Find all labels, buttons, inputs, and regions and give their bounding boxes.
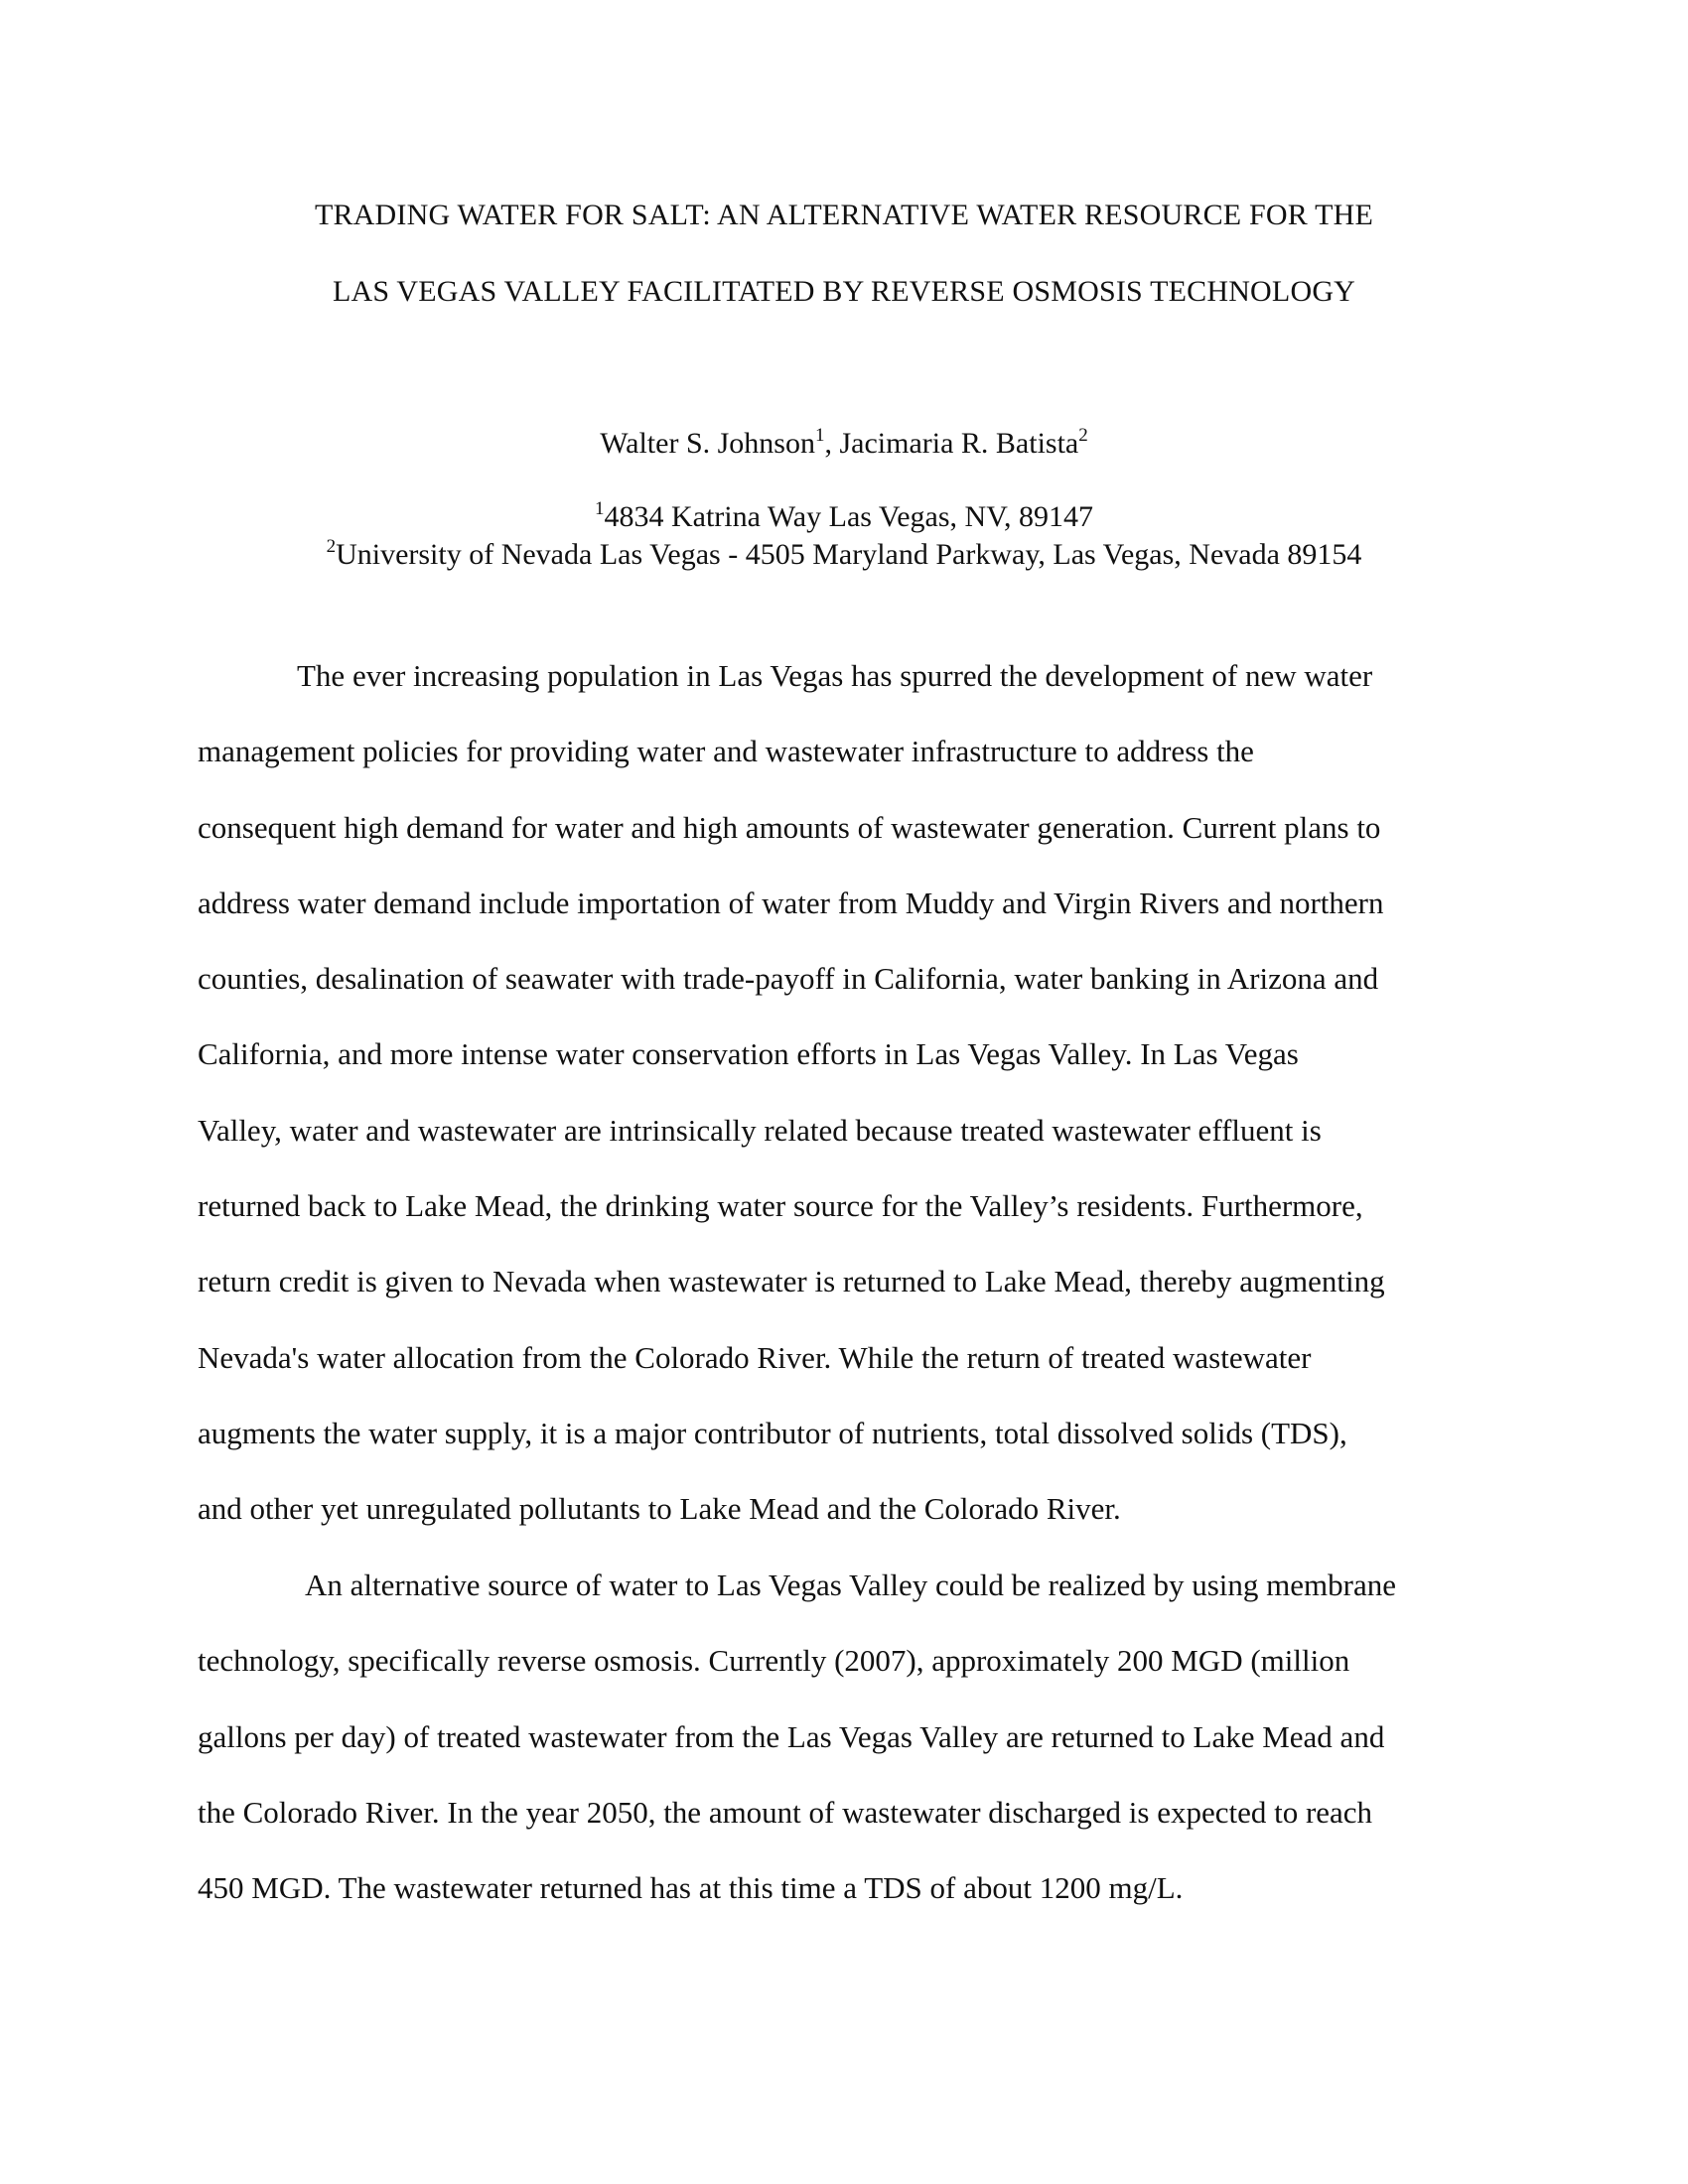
paragraph-line: technology, specifically reverse osmosis. Currently (2007), approximately 200 MGD (million — [198, 1643, 1350, 1679]
paragraph-line: counties, desalination of seawater with trade-payoff in California, water banking in Arizona and — [198, 961, 1379, 997]
affiliation-marker: 2 — [326, 536, 337, 557]
paragraph-line: gallons per day) of treated wastewater from the Las Vegas Valley are returned to Lake Mead and — [198, 1718, 1385, 1754]
paragraph-line: The ever increasing population in Las Vegas has spurred the development of new water — [297, 658, 1373, 693]
author-name: Walter S. Johnson — [600, 427, 815, 460]
author-list — [0, 427, 1688, 461]
affiliation-text: 4834 Katrina Way Las Vegas, NV, 89147 — [604, 500, 1094, 533]
body-paragraph-1 — [198, 638, 1498, 1548]
paragraph-line: returned back to Lake Mead, the drinking water source for the Valley’s residents. Furthermore, — [198, 1188, 1363, 1224]
affiliation-marker: 1 — [594, 498, 605, 519]
paragraph-line: Nevada's water allocation from the Colorado River. While the return of treated wastewater — [198, 1339, 1312, 1375]
author-affiliation-marker: 2 — [1078, 425, 1088, 446]
paragraph-line: return credit is given to Nevada when wastewater is returned to Lake Mead, thereby augmenting — [198, 1264, 1385, 1299]
affiliation-1 — [0, 500, 1688, 534]
paper-title-line-1: TRADING WATER FOR SALT: AN ALTERNATIVE WATER RESOURCE FOR THE — [314, 199, 1374, 231]
affiliation-text: University of Nevada Las Vegas - 4505 Maryland Parkway, Las Vegas, Nevada 89154 — [336, 538, 1362, 571]
author-affiliation-marker: 1 — [814, 425, 825, 446]
paragraph-line: address water demand include importation of water from Muddy and Virgin Rivers and northern — [198, 885, 1384, 920]
paragraph-line: the Colorado River. In the year 2050, the amount of wastewater discharged is expected to reach — [198, 1794, 1373, 1830]
paragraph-line: augments the water supply, it is a major contributor of nutrients, total dissolved solids (TDS), — [198, 1415, 1347, 1450]
paragraph-line: and other yet unregulated pollutants to Lake Mead and the Colorado River. — [198, 1491, 1121, 1527]
paragraph-line: California, and more intense water conservation efforts in Las Vegas Valley. In Las Vegas — [198, 1036, 1299, 1072]
author-separator: , — [824, 427, 840, 460]
paragraph-line: Valley, water and wastewater are intrinsically related because treated wastewater effluent is — [198, 1112, 1322, 1148]
affiliation-2 — [0, 538, 1688, 572]
paragraph-line: management policies for providing water and wastewater infrastructure to address the — [198, 734, 1254, 769]
author-name: Jacimaria R. Batista — [839, 427, 1079, 460]
paragraph-line: consequent high demand for water and high amounts of wastewater generation. Current plans to — [198, 809, 1381, 845]
paper-title-line-2: LAS VEGAS VALLEY FACILITATED BY REVERSE OSMOSIS TECHNOLOGY — [332, 275, 1356, 308]
body-paragraph-2 — [198, 1548, 1498, 1926]
paragraph-line: 450 MGD. The wastewater returned has at this time a TDS of about 1200 mg/L. — [198, 1870, 1184, 1906]
paragraph-line: An alternative source of water to Las Vegas Valley could be realized by using membrane — [305, 1568, 1396, 1602]
